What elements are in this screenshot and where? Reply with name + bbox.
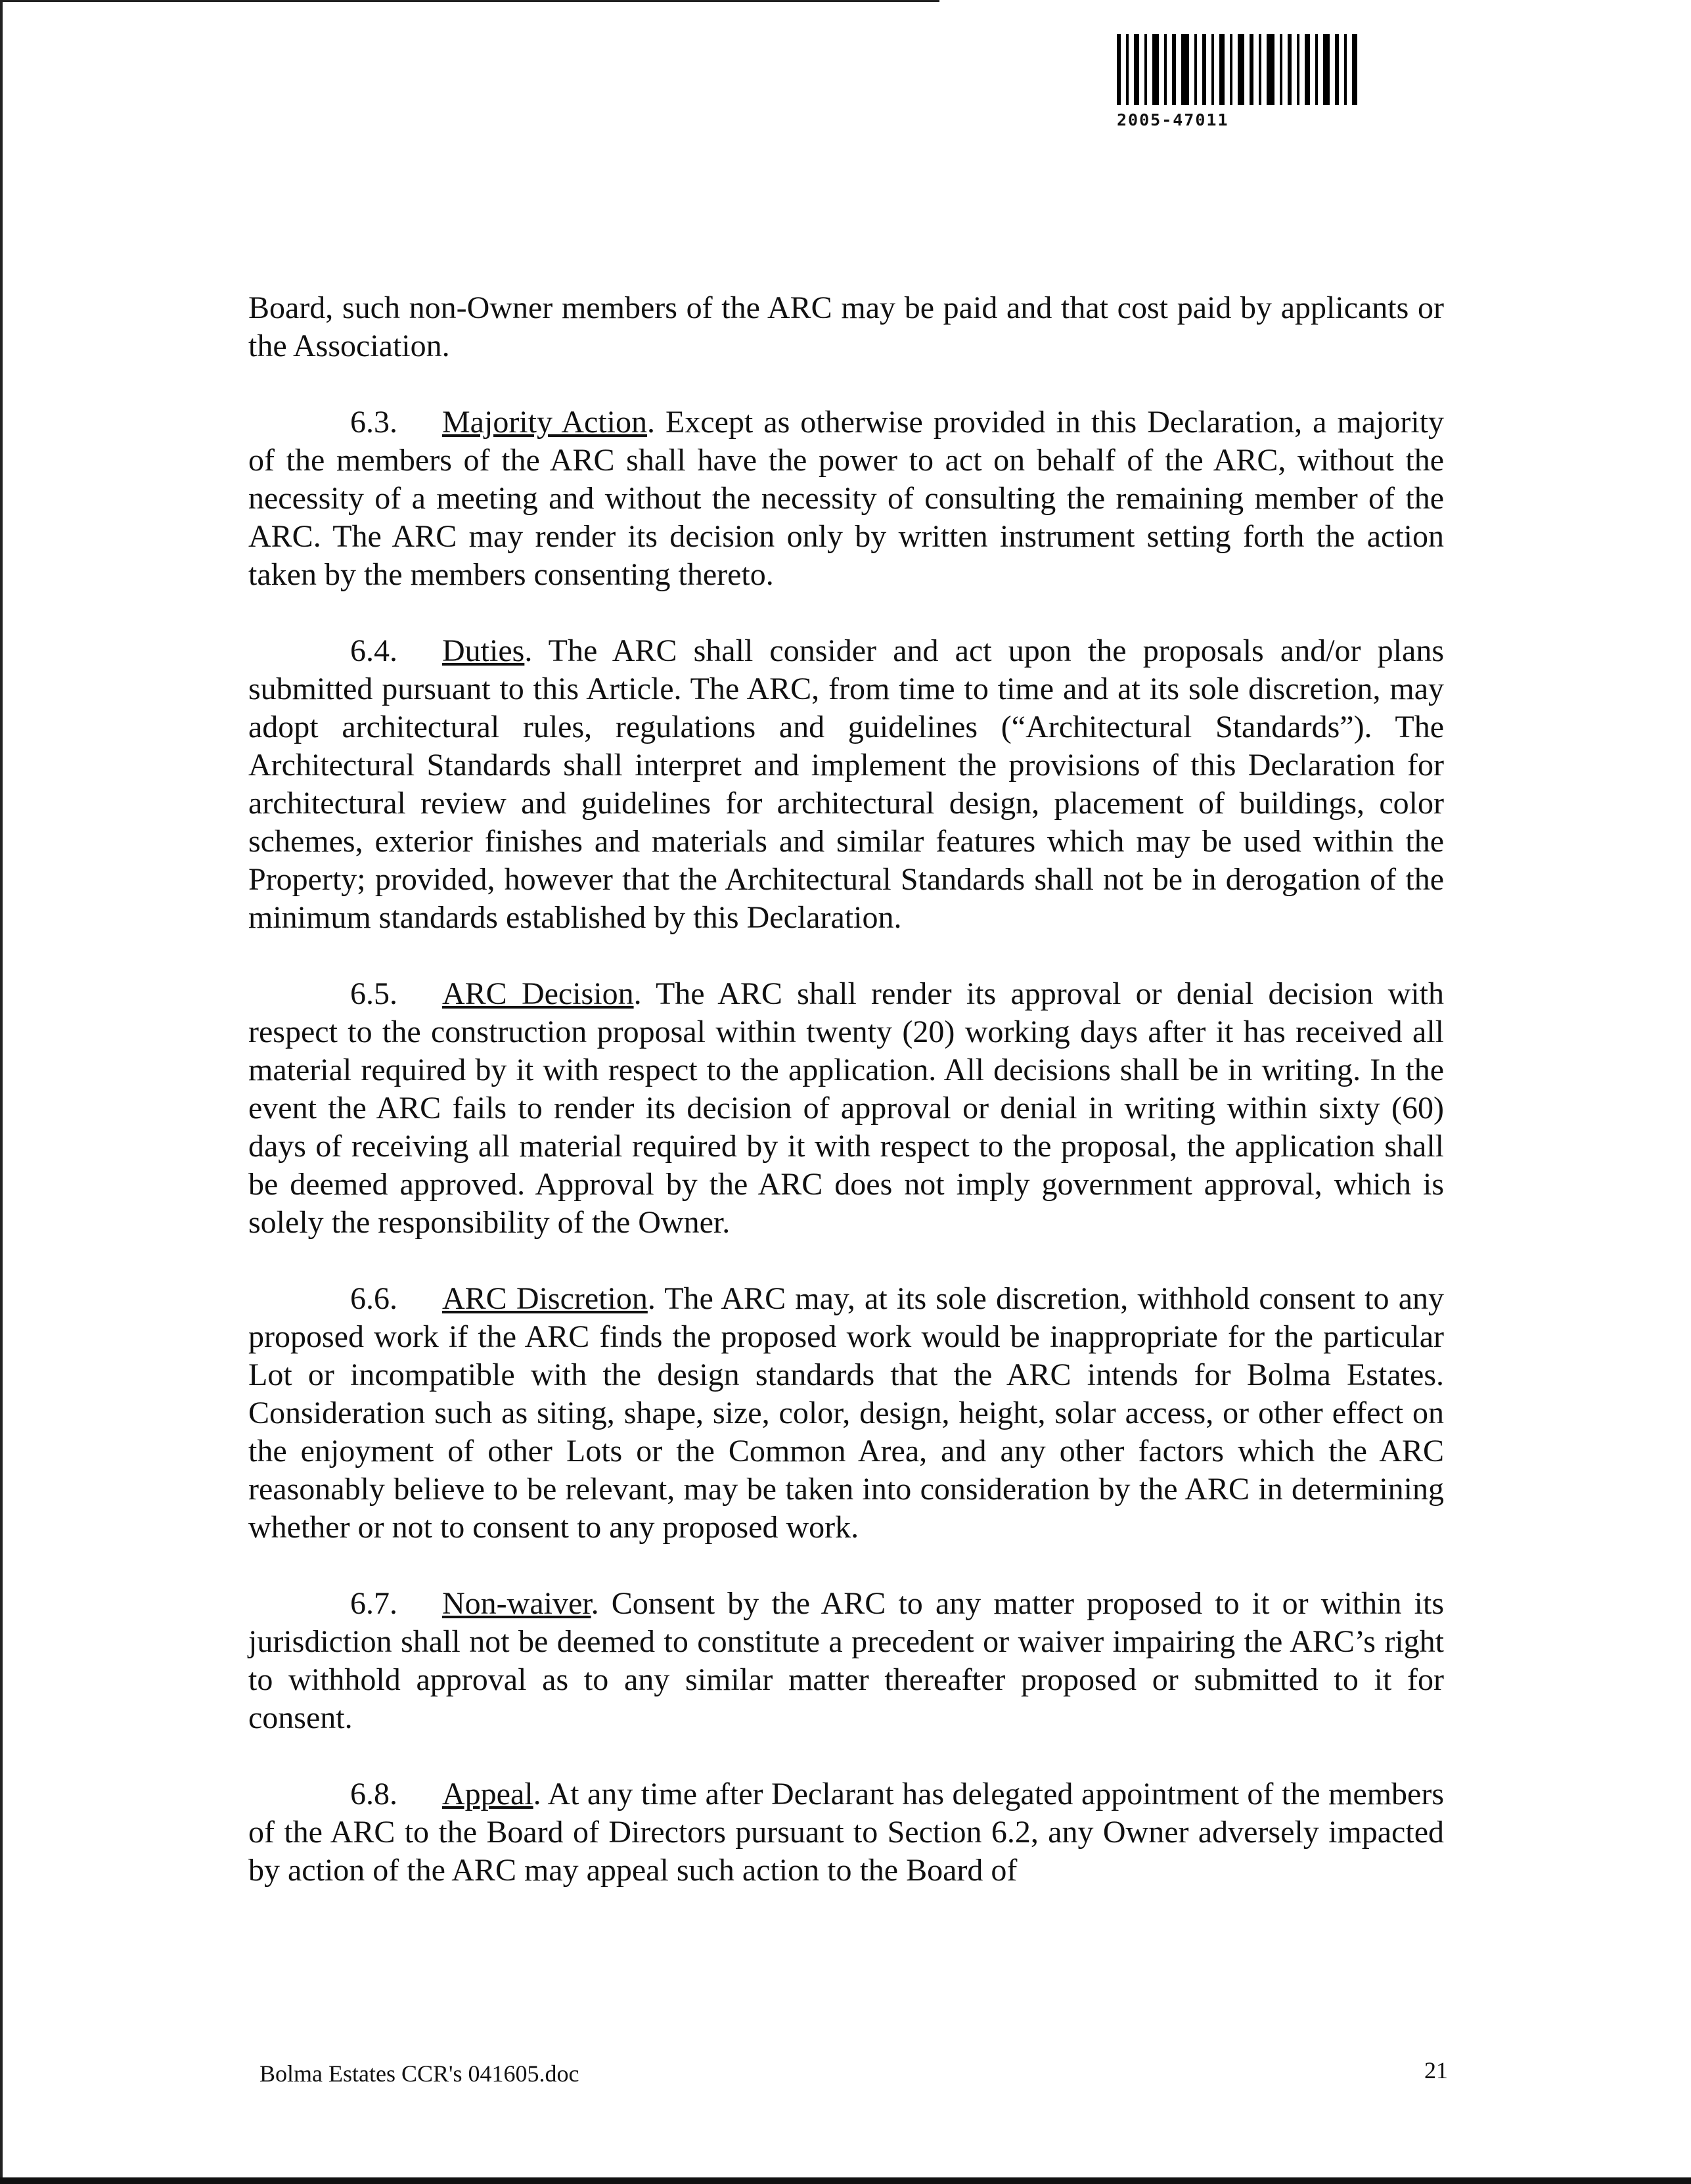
section-body: . The ARC may, at its sole discretion, withhold consent to any proposed work if the ARC finds the proposed work would be inappropriate for the particular Lot or incompatible with the design standards that the ARC intends for Bolma Estates. Consideration such as siting, shape, size, color, design, height, solar access, or other effect on the enjoyment of other Lots or the Common Area, and any other factors which the ARC reasonably believe to be relevant, may be taken into consideration by the ARC in determining whether or not to consent to any proposed work. xyxy=(248,1281,1445,1545)
document-number: 2005-47011 xyxy=(1117,110,1229,129)
section-heading: Majority Action xyxy=(442,405,647,440)
section-body: . Except as otherwise provided in this Declaration, a majority of the members of the ARC shall have the power to act on behalf of the ARC, without the necessity of a meeting and without the necessity of consulting the remaining member of the ARC. The ARC may render its decision only by written instrument setting forth the action taken by the members consenting thereto. xyxy=(248,405,1445,592)
section-number: 6.8. xyxy=(350,1777,397,1811)
section-heading: Non-waiver xyxy=(442,1586,591,1621)
section-6-3 xyxy=(248,403,1444,594)
barcode-stamp xyxy=(1117,34,1426,129)
section-number: 6.7. xyxy=(350,1586,397,1621)
section-body: . The ARC shall render its approval or denial decision with respect to the construction proposal within twenty (20) working days after it has received all material required by it with respect to the application. All decisions shall be in writing. In the event the ARC fails to render its decision of approval or denial in writing within sixty (60) days of receiving all material required by it with respect to the proposal, the application shall be deemed approved. Approval by the ARC does not imply government approval, which is solely the responsibility of the Owner. xyxy=(248,976,1444,1240)
section-body: . Consent by the ARC to any matter proposed to it or within its jurisdiction shall not be deemed to constitute a precedent or waiver impairing the ARC’s right to withhold approval as to any similar matter thereafter proposed or submitted to it for consent. xyxy=(248,1586,1444,1735)
section-number: 6.5. xyxy=(350,976,397,1011)
barcode-icon xyxy=(1117,34,1426,105)
section-body: . The ARC shall consider and act upon the proposals and/or plans submitted pursuant to this Article. The ARC, from time to time and at its sole discretion, may adopt architectural rules, regulations and guidelines (“Architectural Standards”). The Architectural Standards shall interpret and implement the provisions of this Declaration for architectural review and guidelines for architectural design, placement of buildings, color schemes, exterior finishes and materials and similar features which may be used within the Property; provided, however that the Architectural Standards shall not be in derogation of the minimum standards established by this Declaration. xyxy=(248,633,1444,935)
section-body: . At any time after Declarant has delegated appointment of the members of the ARC to the Board of Directors pursuant to Section 6.2, any Owner adversely impacted by action of the ARC may appeal such action to the Board of xyxy=(248,1777,1444,1888)
scan-edge-top xyxy=(0,0,939,2)
section-6-4 xyxy=(248,632,1444,937)
intro-paragraph: Board, such non-Owner members of the ARC may be paid and that cost paid by applicants or the Association. xyxy=(248,290,1444,363)
section-number: 6.3. xyxy=(350,405,397,440)
scan-edge-left xyxy=(0,0,3,2184)
section-6-7 xyxy=(248,1585,1444,1737)
footer-page-number: 21 xyxy=(1424,2057,1448,2083)
section-6-8 xyxy=(248,1775,1444,1890)
section-heading: ARC Discretion xyxy=(442,1281,648,1316)
section-6-6 xyxy=(248,1280,1444,1547)
body-text xyxy=(248,289,1444,1928)
section-6-5 xyxy=(248,975,1444,1242)
section-heading: Appeal xyxy=(442,1777,533,1811)
section-heading: ARC Decision xyxy=(442,976,634,1011)
footer-filename: Bolma Estates CCR's 041605.doc xyxy=(259,2060,579,2087)
section-number: 6.4. xyxy=(350,633,397,668)
section-number: 6.6. xyxy=(350,1281,397,1316)
scan-edge-bottom xyxy=(0,2177,1691,2184)
section-heading: Duties xyxy=(442,633,525,668)
